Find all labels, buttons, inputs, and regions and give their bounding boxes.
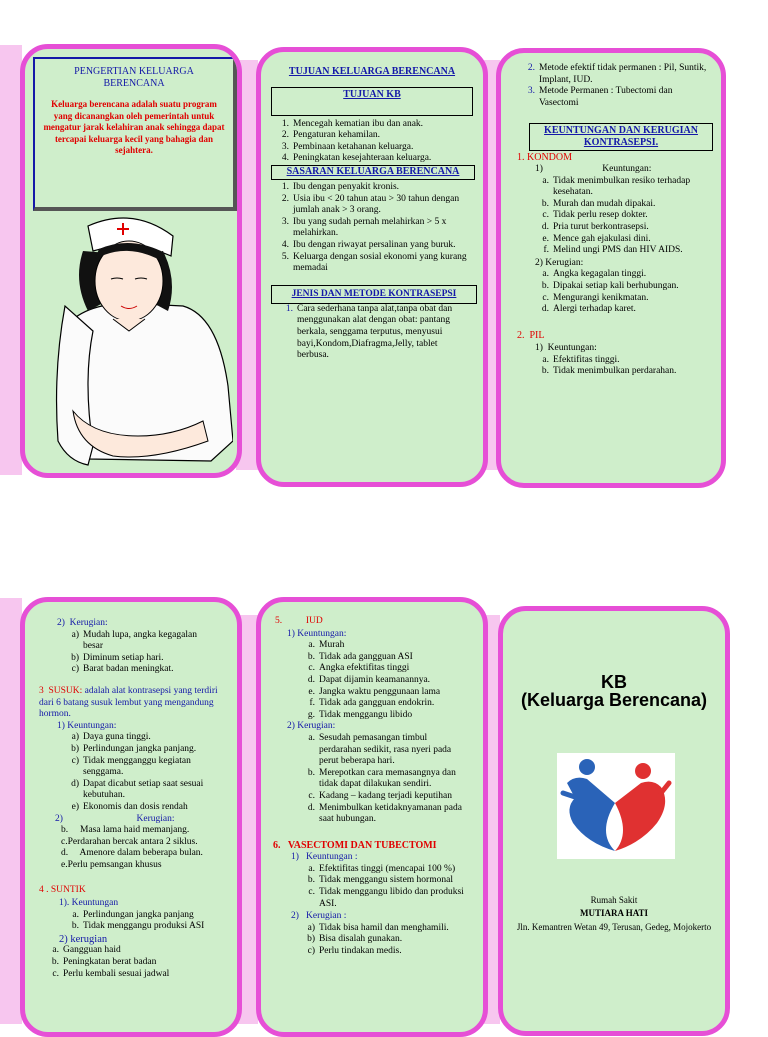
list-marker: b. xyxy=(51,957,59,968)
list-marker: e. xyxy=(308,686,315,697)
list-marker: f. xyxy=(543,245,549,256)
vt-keuntungan-label: 1) Keuntungan : xyxy=(291,852,358,863)
list-item xyxy=(287,887,471,910)
kondom-title: 1. KONDOM xyxy=(517,152,572,164)
pil-title: 2. PIL xyxy=(517,329,545,341)
list-item: e.Perlu pemsangan khusus xyxy=(61,859,162,870)
list-item xyxy=(515,269,707,281)
kondom-keuntungan-list xyxy=(515,176,707,257)
list-item xyxy=(517,63,713,86)
list-item xyxy=(515,366,707,378)
list-item xyxy=(287,698,471,710)
iud-keuntungan-label: 1) Keuntungan: xyxy=(287,628,347,639)
list-item xyxy=(45,630,219,653)
susuk-definition: adalah alat kontrasepsi yang terdiri dari 6 batang susuk lembut yang mengandung hormon. xyxy=(39,685,218,720)
keuntungan-header: KEUNTUNGAN DAN KERUGIAN KONTRASEPSI. xyxy=(529,123,713,151)
vt-keuntungan-list xyxy=(287,864,471,910)
list-item-text: Mudah lupa, angka kegagalan besar xyxy=(83,629,197,652)
vt-kerugian-label: 2) Kerugian : xyxy=(291,911,347,922)
list-item-text: Ekonomis dan dosis rendah xyxy=(83,801,188,812)
list-item-text: Sesudah pemasangan timbul perdarahan sedikit, rasa nyeri pada perut beberapa hari. xyxy=(319,732,452,767)
list-item xyxy=(45,744,219,756)
suntik-keuntungan-label: 1). Keuntungan xyxy=(59,898,119,909)
sasaran-header: SASARAN KELUARGA BERENCANA xyxy=(271,165,475,180)
list-item xyxy=(287,934,471,946)
susuk-title: 3 SUSUK: xyxy=(39,685,83,696)
list-item-text: Jangka waktu penggunaan lama xyxy=(319,686,441,697)
list-item xyxy=(287,923,471,935)
list-item xyxy=(515,199,707,211)
list-item-text: Tidak ada gangguan ASI xyxy=(319,651,413,662)
list-marker: g. xyxy=(307,709,315,720)
list-item xyxy=(287,791,471,803)
panel-pil-susuk-suntik xyxy=(20,597,242,1037)
list-item-text: Tidak ada gangguan endokrin. xyxy=(319,698,435,709)
definition-box xyxy=(33,57,237,211)
kondom-kerugian-label: 2) Kerugian: xyxy=(535,257,584,268)
list-item xyxy=(271,252,475,275)
list-marker: c. xyxy=(308,887,315,898)
list-marker: b. xyxy=(307,767,315,778)
list-marker: a. xyxy=(308,863,315,874)
list-item xyxy=(271,153,475,165)
cover-title-line2: (Keluarga Berencana) xyxy=(520,690,708,710)
iud-kerugian-list xyxy=(287,733,471,826)
list-marker: d. xyxy=(307,674,315,685)
list-marker: d. xyxy=(307,802,315,813)
list-item-text: Usia ibu < 20 tahun atau > 30 tahun dengan jumlah anak > 3 orang. xyxy=(293,193,460,216)
list-item-text: Dapat dijamin keamanannya. xyxy=(319,674,431,685)
list-item xyxy=(287,803,471,826)
list-item xyxy=(45,653,219,665)
list-marker: a. xyxy=(308,640,315,651)
tujuan-header: TUJUAN KB xyxy=(271,87,473,116)
susuk-keuntungan-list xyxy=(45,732,219,813)
list-item xyxy=(515,293,707,305)
list-marker: 1. xyxy=(281,118,289,129)
susuk-paragraph xyxy=(39,686,225,721)
list-item xyxy=(515,234,707,246)
list-item-text: Alergi terhadap karet. xyxy=(553,304,636,315)
list-item-text: Tidak bisa hamil dan menghamili. xyxy=(319,922,449,933)
list-marker: b. xyxy=(541,198,549,209)
list-marker: 4. xyxy=(281,153,289,164)
list-marker: c) xyxy=(71,755,79,766)
list-item-text: Dapat dicabut setiap saat sesuai kebutuhan. xyxy=(83,778,204,801)
list-item xyxy=(287,640,471,652)
suntik-keuntungan-list xyxy=(45,910,219,933)
list-item xyxy=(515,245,707,257)
sasaran-list xyxy=(271,182,475,275)
list-item xyxy=(25,945,219,957)
susuk-keuntungan-label: 1) Keuntungan: xyxy=(57,720,117,731)
nurse-illustration xyxy=(33,211,233,473)
list-item-text: Murah xyxy=(319,640,345,651)
list-item-text: Ibu dengan penyakit kronis. xyxy=(293,181,400,192)
list-marker: 5. xyxy=(281,251,289,262)
list-item xyxy=(25,969,219,981)
list-marker: b. xyxy=(541,280,549,291)
list-marker: 2. xyxy=(281,130,289,141)
list-item xyxy=(45,664,219,676)
list-marker: d. xyxy=(541,304,549,315)
list-marker: c) xyxy=(71,664,79,675)
list-item xyxy=(271,194,475,217)
list-item-text: Ibu dengan riwayat persalinan yang buruk. xyxy=(293,239,456,250)
list-marker: b. xyxy=(307,651,315,662)
logo-frame xyxy=(557,753,675,859)
list-item-text: Melind ungi PMS dan HIV AIDS. xyxy=(553,245,683,256)
list-item-text: Kadang – kadang terjadi keputihan xyxy=(319,790,452,801)
list-item-text: Merepotkan cara memasangnya dan tidak dapat dilakukan sendiri. xyxy=(319,767,456,790)
list-marker: c. xyxy=(52,968,59,979)
list-item xyxy=(515,210,707,222)
list-marker: d. xyxy=(541,221,549,232)
list-item-text: Tidak menimbulkan perdarahan. xyxy=(553,366,677,377)
list-item-text: Barat badan meningkat. xyxy=(83,664,174,675)
list-marker: c) xyxy=(307,946,315,957)
list-item xyxy=(271,142,475,154)
panel-cover xyxy=(498,606,730,1036)
family-logo-icon xyxy=(557,753,675,859)
list-item-text: Dipakai setiap kali berhubungan. xyxy=(553,280,679,291)
list-item xyxy=(287,768,471,791)
list-marker: a. xyxy=(542,354,549,365)
panel-metode xyxy=(496,48,726,488)
list-item xyxy=(45,910,219,922)
list-marker: f. xyxy=(309,698,315,709)
side-tab-left-bottom xyxy=(0,598,22,1024)
list-marker: c. xyxy=(542,210,549,221)
list-marker: a. xyxy=(52,945,59,956)
list-item xyxy=(515,304,707,316)
list-item-text: Perlu kembali sesuai jadwal xyxy=(63,968,170,979)
list-item xyxy=(287,946,471,958)
list-marker: a. xyxy=(542,269,549,280)
list-marker: 2. xyxy=(527,63,535,73)
pil-keuntungan-label: 1) Keuntungan: xyxy=(535,343,597,354)
cover-title xyxy=(503,673,725,709)
list-item-text: Ibu yang sudah pernah melahirkan > 5 x melahirkan. xyxy=(293,216,447,239)
list-item-text: Tidak menggangu sistem hormonal xyxy=(319,875,453,886)
list-item-text: Perlindungan jangka panjang. xyxy=(83,743,197,754)
panel-tujuan xyxy=(256,47,488,487)
pil-keuntungan-list xyxy=(515,355,707,378)
list-marker: 3. xyxy=(527,86,535,97)
list-item-text: Angka kegagalan tinggi. xyxy=(553,269,647,280)
list-item xyxy=(287,663,471,675)
tujuan-list xyxy=(271,119,475,165)
list-item-text: Peningkatan kesejahteraan keluarga. xyxy=(293,153,432,164)
list-marker: c. xyxy=(308,790,315,801)
tujuan-kb-title: TUJUAN KELUARGA BERENCANA xyxy=(288,66,456,77)
list-marker: b) xyxy=(71,652,79,663)
list-item: b. Masa lama haid memanjang. xyxy=(61,825,190,836)
pil-kerugian-list xyxy=(45,630,219,676)
list-marker: b. xyxy=(541,366,549,377)
list-marker: b. xyxy=(71,921,79,932)
list-item-text: Efektifitas tinggi (mencapai 100 %) xyxy=(319,863,456,874)
list-item xyxy=(517,86,713,109)
list-item-text: Daya guna tinggi. xyxy=(83,732,151,743)
list-item-text: Tidak menggangu libido xyxy=(319,709,413,720)
list-item xyxy=(271,240,475,252)
list-item-text: Diminum setiap hari. xyxy=(83,652,164,663)
list-item xyxy=(287,675,471,687)
list-item-text: Metode Permanen : Tubectomi dan Vasectomi xyxy=(539,86,673,108)
list-item-text: Mencegah kematian ibu dan anak. xyxy=(293,118,424,129)
susuk-kerugian-label: 2) Kerugian: xyxy=(55,813,175,824)
list-item-text: Tidak mengganggu kegiatan senggama. xyxy=(83,755,191,778)
side-tab-left-top xyxy=(0,45,22,475)
metode-list xyxy=(517,63,713,109)
list-item xyxy=(287,710,471,722)
list-item-text: Angka efektifitas tinggi xyxy=(319,663,410,674)
suntik-title: 4 . SUNTIK xyxy=(39,885,86,896)
susuk-kerugian-list xyxy=(61,825,227,871)
vt-kerugian-list xyxy=(287,923,471,958)
list-marker: 1. xyxy=(285,303,293,314)
list-marker: a) xyxy=(71,732,79,743)
list-item-text: Tidak menggangu libido dan produksi ASI. xyxy=(319,887,464,909)
list-item-text: Cara sederhana tanpa alat,tanpa obat dan menggunakan alat dengan obat: pantang berkala, senggama terputus, menyusui bayi,Kondom,Diafragma,Jelly, tablet berbusa. xyxy=(297,303,453,361)
suntik-kerugian-label: 2) kerugian xyxy=(59,933,108,945)
list-marker: 3. xyxy=(281,141,289,152)
list-item xyxy=(271,217,475,240)
list-marker: c. xyxy=(308,663,315,674)
kondom-kerugian-list xyxy=(515,269,707,315)
list-marker: 4. xyxy=(281,239,289,250)
list-item-text: Peningkatan berat badan xyxy=(63,957,157,968)
list-item-text: Tidak perlu resep dokter. xyxy=(553,210,648,221)
list-item-text: Tidak menimbulkan resiko terhadap kesehatan. xyxy=(553,175,691,198)
list-item xyxy=(515,222,707,234)
list-item-text: Mence gah ejakulasi dini. xyxy=(553,233,651,244)
list-marker: e. xyxy=(542,233,549,244)
list-item xyxy=(45,779,219,802)
iud-title: 5. IUD xyxy=(275,616,323,626)
jenis-list xyxy=(275,304,469,362)
list-item xyxy=(45,921,219,933)
list-item: c.Perdarahan bercak antara 2 siklus. xyxy=(61,836,198,847)
list-marker: b. xyxy=(307,875,315,886)
list-item xyxy=(45,756,219,779)
panel-pengertian xyxy=(20,44,242,478)
list-item xyxy=(515,281,707,293)
list-item-text: Pembinaan ketahanan keluarga. xyxy=(293,141,414,152)
list-marker: b) xyxy=(307,934,315,945)
list-item xyxy=(287,864,471,876)
list-item xyxy=(271,130,475,142)
kondom-keuntungan-label: 1) Keuntungan: xyxy=(535,163,652,174)
list-item xyxy=(287,687,471,699)
list-item-text: Efektifitas tinggi. xyxy=(553,354,620,365)
list-item-text: Perlu tindakan medis. xyxy=(319,946,402,957)
jenis-header: JENIS DAN METODE KONTRASEPSI xyxy=(271,285,477,304)
list-item xyxy=(45,802,219,814)
list-item-text: Gangguan haid xyxy=(63,945,121,956)
list-item-text: Menimbulkan ketidaknyamanan pada saat hubungan. xyxy=(319,802,462,825)
list-marker: a) xyxy=(71,629,79,640)
hospital-line1: Rumah Sakit xyxy=(590,895,638,905)
list-item xyxy=(287,652,471,664)
list-item xyxy=(515,355,707,367)
list-marker: 2. xyxy=(281,193,289,204)
vt-title: 6. VASECTOMI DAN TUBECTOMI xyxy=(273,839,437,851)
list-marker: a) xyxy=(307,922,315,933)
list-item xyxy=(271,182,475,194)
list-marker: e) xyxy=(71,801,79,812)
list-marker: b) xyxy=(71,743,79,754)
hospital-name: MUTIARA HATI xyxy=(579,907,649,918)
list-item: d. Amenore dalam beberapa bulan. xyxy=(61,848,203,859)
list-item xyxy=(275,304,469,362)
list-item xyxy=(25,957,219,969)
list-item-text: Bisa disalah gunakan. xyxy=(319,934,403,945)
list-item xyxy=(45,732,219,744)
list-item xyxy=(287,733,471,768)
list-item-text: Tidak menggangu produksi ASI xyxy=(83,921,205,932)
list-item-text: Pengaturan kehamilan. xyxy=(293,130,381,141)
list-item xyxy=(287,875,471,887)
list-marker: a. xyxy=(542,175,549,186)
list-item xyxy=(271,119,475,131)
list-item-text: Murah dan mudah dipakai. xyxy=(553,198,656,209)
panel-iud-vt xyxy=(256,597,488,1037)
pil-kerugian-label: 2) Kerugian: xyxy=(57,618,108,628)
list-item-text: Pria turut berkontrasepsi. xyxy=(553,221,649,232)
suntik-kerugian-list xyxy=(25,945,219,980)
hospital-address: Jln. Kemantren Wetan 49, Terusan, Gedeg, Mojokerto xyxy=(516,922,712,933)
list-marker: 1. xyxy=(281,181,289,192)
list-marker: d) xyxy=(71,778,79,789)
list-item-text: Keluarga dengan sosial ekonomi yang kurang memadai xyxy=(293,251,467,274)
iud-keuntungan-list xyxy=(287,640,471,721)
list-marker: 3. xyxy=(281,216,289,227)
list-item-text: Metode efektif tidak permanen : Pil, Suntik, Implant, IUD. xyxy=(539,63,707,85)
pengertian-title: PENGERTIAN KELUARGA BERENCANA xyxy=(74,66,194,89)
list-marker: a. xyxy=(308,732,315,743)
cover-title-line1: KB xyxy=(601,672,627,692)
list-marker: c. xyxy=(542,292,549,303)
list-marker: a. xyxy=(72,909,79,920)
iud-kerugian-label: 2) Kerugian: xyxy=(287,721,336,732)
list-item-text: Mengurangi kenikmatan. xyxy=(553,292,649,303)
pengertian-definition: Keluarga berencana adalah suatu program yang dicanangkan oleh pemerintah untuk mengatur jarak kelahiran anak sehingga dapat tercapai keluarga kecil yang bahagia dan sejahtera. xyxy=(43,99,225,155)
list-item xyxy=(515,176,707,199)
list-item-text: Perlindungan jangka panjang xyxy=(83,909,194,920)
